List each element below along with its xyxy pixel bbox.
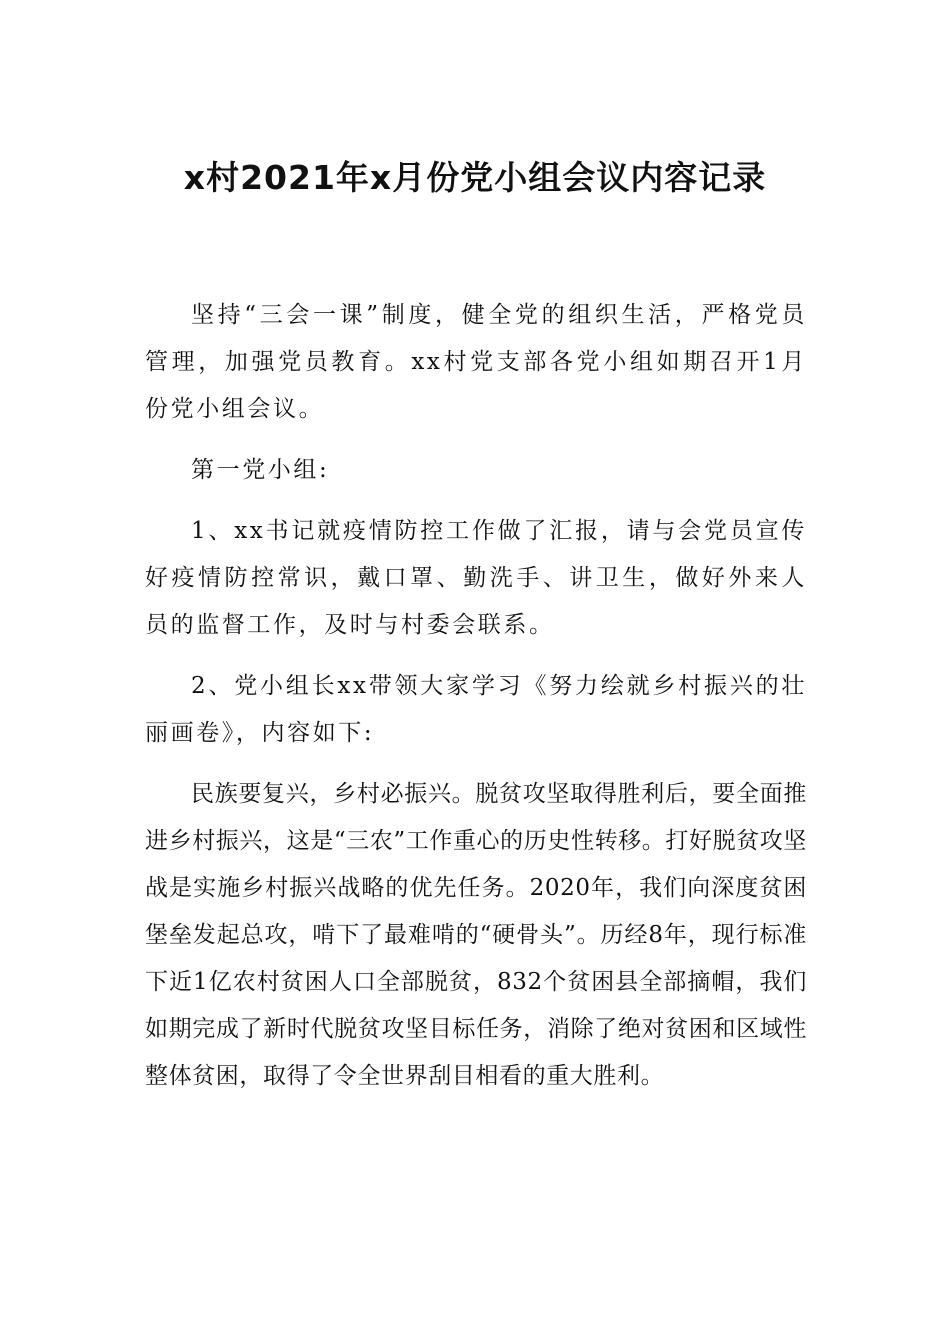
paragraph-item-1: 1、xx书记就疫情防控工作做了汇报，请与会党员宣传好疫情防控常识，戴口罩、勤洗手、讲卫生，做好外来人员的监督工作，及时与村委会联系。 xyxy=(145,518,807,638)
paragraph-group-heading: 第一党小组: xyxy=(191,457,330,483)
paragraph-intro: 坚持“三会一课”制度，健全党的组织生活，严格党员管理，加强党员教育。xx村党支部各党小组如期召开1月份党小组会议。 xyxy=(145,302,807,422)
paragraph-item-2: 2、党小组长xx带领大家学习《努力绘就乡村振兴的壮丽画卷》，内容如下: xyxy=(145,673,807,746)
document-body xyxy=(145,292,807,1114)
document-title: x村2021年x月份党小组会议内容记录 xyxy=(183,158,767,197)
paragraph-study-content: 民族要复兴，乡村必振兴。脱贫攻坚取得胜利后，要全面推进乡村振兴，这是“三农”工作重心的历史性转移。打好脱贫攻坚战是实施乡村振兴战略的优先任务。2020年，我们向深度贫困堡垒发起总攻，啃下了最难啃的“硬骨头”。历经8年，现行标准下近1亿农村贫困人口全部脱贫，832个贫困县全部摘帽，我们如期完成了新时代脱贫攻坚目标任务，消除了绝对贫困和区域性整体贫困，取得了令全世界刮目相看的重大胜利。 xyxy=(145,781,807,1089)
